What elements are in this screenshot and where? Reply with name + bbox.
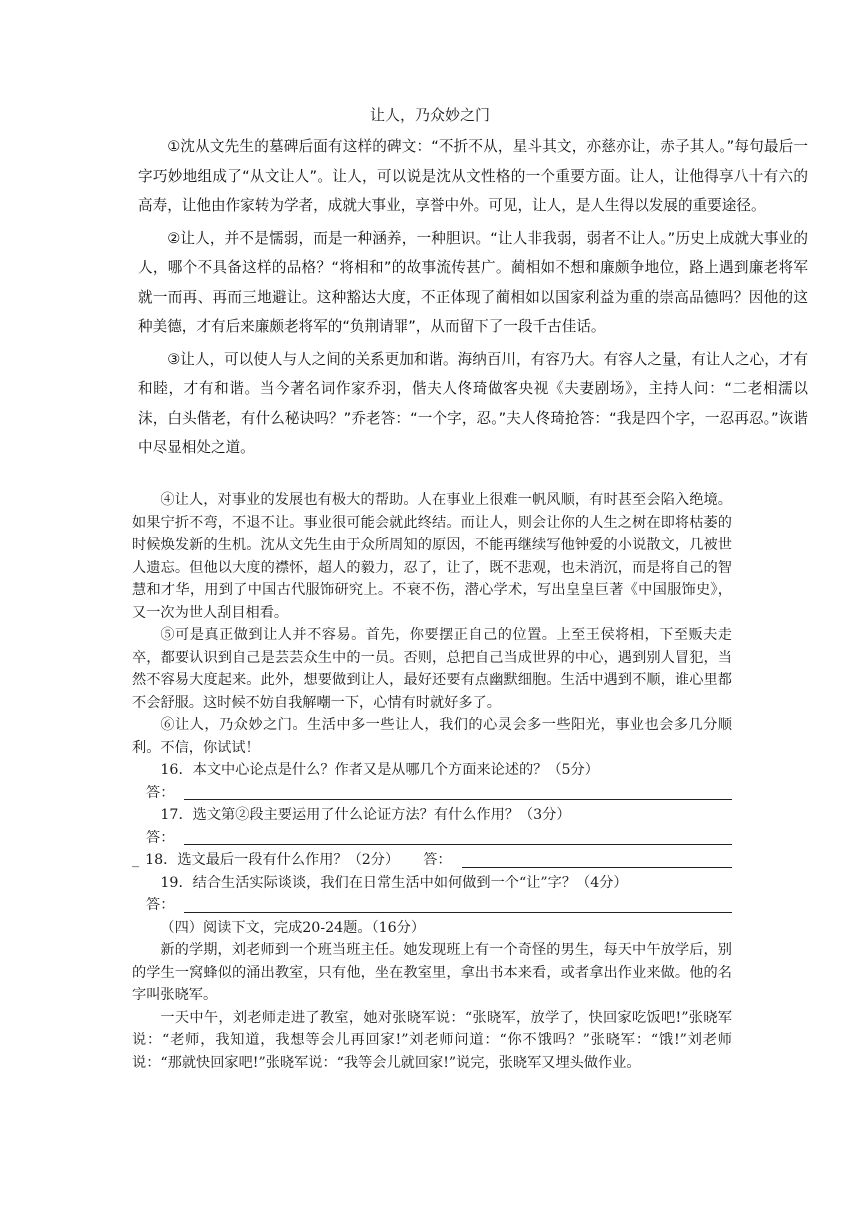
- question-18-prefix: _: [132, 852, 140, 868]
- question-18: 18．选文最后一段有什么作用？（2分）: [145, 852, 400, 868]
- paragraph-4: ④让人，对事业的发展也有极大的帮助。人在事业上很难一帆风顺，有时甚至会陷入绝境。如果宁折不弯，不退不让。事业很可能会就此终结。而让人，则会让你的人生之树在即将枯萎的时候焕发新的生机。沈从文先生由于众所周知的原因，不能再继续写他钟爱的小说散文，几被世人遗忘。但他以大度的襟怀，超人的毅力，忍了，让了，既不悲观，也未消沉，而是将自己的智慧和才华，用到了中国古代服饰研究上。不衰不伤，潜心学术，写出皇皇巨著《中国服饰史》，又一次为世人刮目相看。: [132, 492, 732, 621]
- answer-label: 答：: [146, 784, 175, 801]
- article-title: 让人，乃众妙之门: [369, 106, 490, 124]
- answer-16: [132, 782, 732, 805]
- answer-19: [132, 894, 732, 917]
- section-4-heading: （四）阅读下文，完成20-24题。（16分）: [160, 919, 426, 936]
- paragraph-3: ③让人，可以使人与人之间的关系更加和谐。海纳百川，有容乃大。有容人之量，有让人之心，才有和睦，才有和谐。当今著名词作家乔羽，偕夫人佟琦做客央视《夫妻剧场》，主持人问：“二老相濡以沫，白头偕老，有什么秘诀吗？”乔老答：“一个字，忍。”夫人佟琦抢答：“我是四个字，一忍再忍。”诙谐中尽显相处之道。: [138, 350, 808, 456]
- answer-label: 答：: [146, 897, 175, 913]
- printed-section: [132, 489, 732, 1074]
- paragraph-2: ②让人，并不是懦弱，而是一种涵养，一种胆识。“让人非我弱，弱者不让人。”历史上成就大事业的人，哪个不具备这样的品格？“将相和”的故事流传甚广。蔺相如不想和廉颇争地位，路上遇到廉老将军就一而再、再而三地避让。这种豁达大度，不正体现了蔺相如以国家利益为重的崇高品德吗？因他的这种美德，才有后来廉颇老将军的“负荆请罪”，从而留下了一段千古佳话。: [138, 229, 808, 335]
- answer-18-line[interactable]: [462, 853, 732, 868]
- paragraph-6: ⑥让人，乃众妙之门。生活中多一些让人，我们的心灵会多一些阳光，事业也会多几分顺利。不信，你试试！: [132, 717, 732, 756]
- paragraph-5: ⑤可是真正做到让人并不容易。首先，你要摆正自己的位置。上至王侯将相，下至贩夫走卒，都要认识到自己是芸芸众生中的一员。否则，总把自己当成世界的中心，遇到别人冒犯，当然不容易大度起来。此外，想要做到让人，最好还要有点幽默细胞。生活中遇到不顺，谁心里都不会舒服。这时候不妨自我解嘲一下，心情有时就好多了。: [132, 627, 732, 711]
- question-17: 17．选文第②段主要运用了什么论证方法？有什么作用？（3分）: [160, 807, 571, 823]
- story-paragraph-2: 一天中午，刘老师走进了教室，她对张晓军说：“张晓军，放学了，快回家吃饭吧!”张晓军说：“老师，我知道，我想等会儿再回家!”刘老师问道：“你不饿吗？”张晓军：“饿!”刘老师说：“那就快回家吧!”张晓军说：“我等会儿就回家!”说完，张晓军又埋头做作业。: [132, 1009, 732, 1071]
- answer-17: [132, 827, 732, 850]
- paragraph-1: ①沈从文先生的墓碑后面有这样的碑文：“不折不从，星斗其文，亦慈亦让，赤子其人。”每句最后一字巧妙地组成了“从文让人”。让人，可以说是沈从文性格的一个重要方面。让人，让他得享八十有六的高寿，让他由作家转为学者，成就大事业，享誉中外。可见，让人，是人生得以发展的重要途径。: [138, 138, 808, 214]
- answer-16-line[interactable]: [184, 785, 732, 800]
- scanned-section: [138, 132, 808, 463]
- question-18-row: [132, 849, 732, 872]
- answer-label: 答：: [146, 829, 175, 846]
- story-paragraph-1: 新的学期，刘老师到一个班当班主任。她发现班上有一个奇怪的男生，每天中午放学后，别的学生一窝蜂似的涌出教室，只有他，坐在教室里，拿出书本来看，或者拿出作业来做。他的名字叫张晓军。: [132, 942, 732, 1003]
- answer-19-line[interactable]: [184, 898, 732, 913]
- question-16: 16．本文中心论点是什么？作者又是从哪几个方面来论述的？（5分）: [160, 762, 599, 778]
- question-19: 19．结合生活实际谈谈，我们在日常生活中如何做到一个“让”字？（4分）: [160, 874, 628, 891]
- answer-17-line[interactable]: [184, 830, 732, 845]
- answer-label: 答：: [423, 852, 452, 868]
